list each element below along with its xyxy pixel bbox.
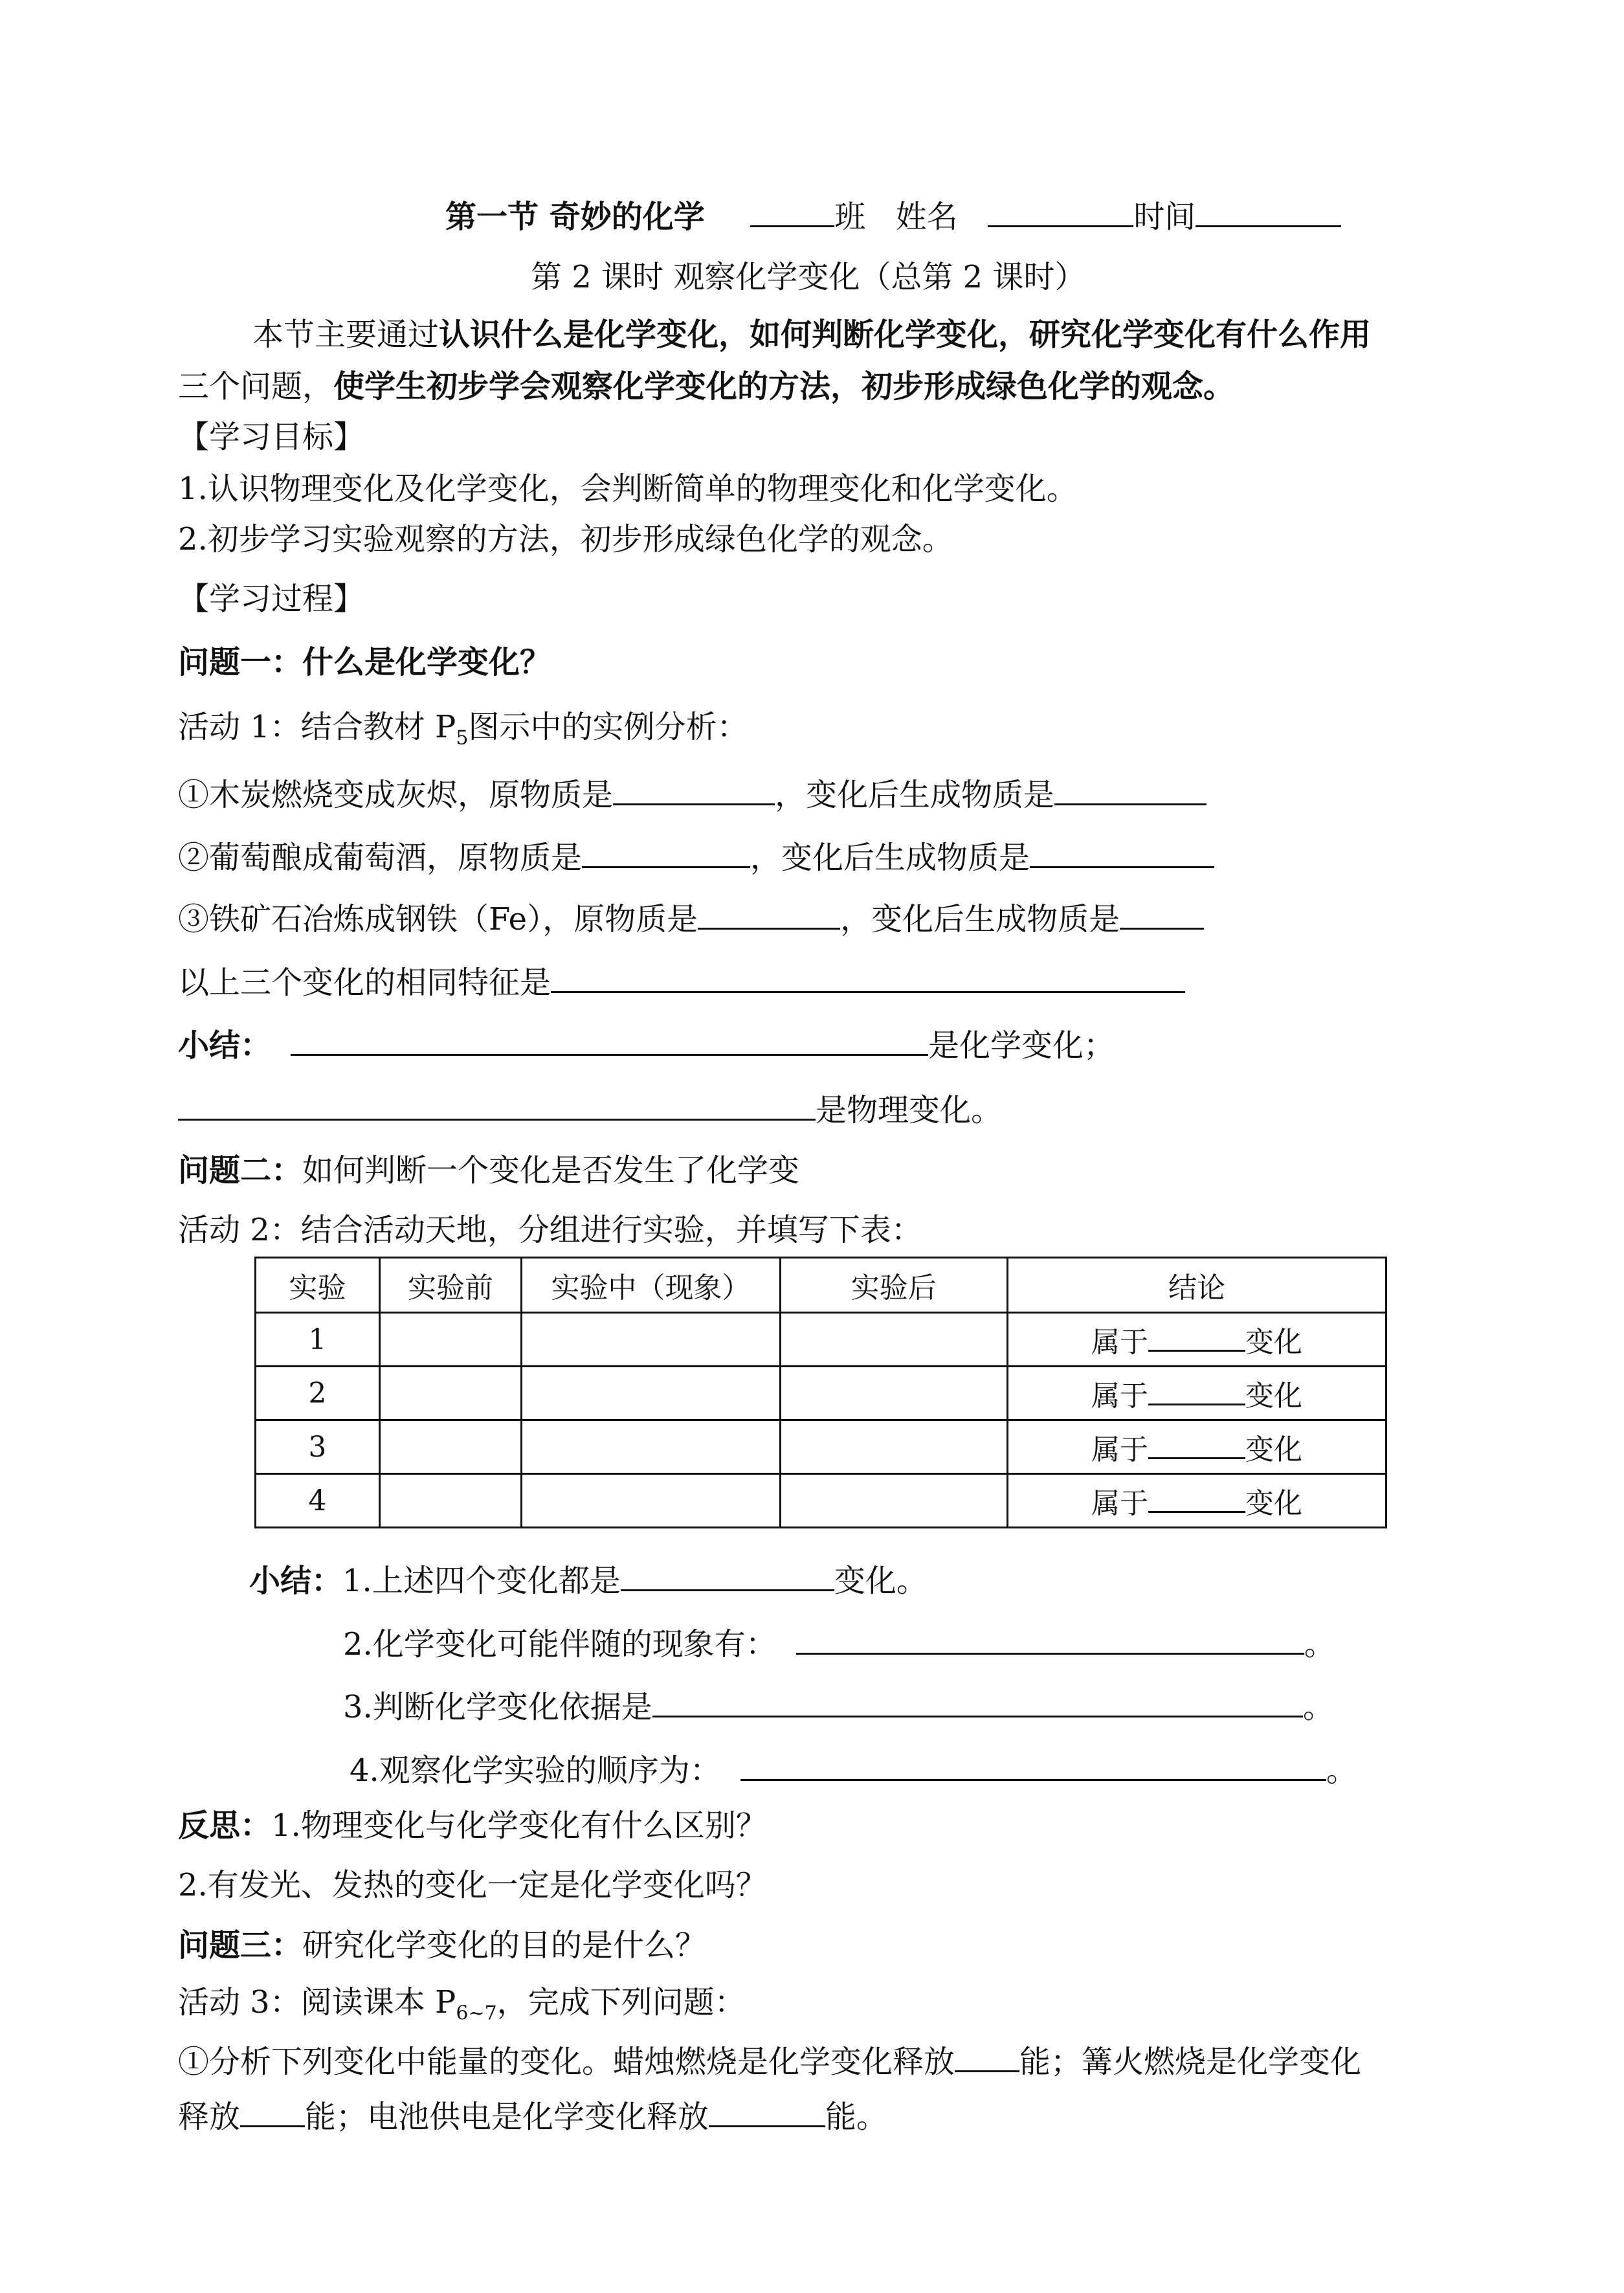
- q1-item-2-blank-1[interactable]: [582, 835, 750, 868]
- cell-after[interactable]: [780, 1420, 1007, 1474]
- lesson-subtitle: 第 2 课时 观察化学变化（总第 2 课时）: [531, 259, 1086, 295]
- cell-conclusion: [1007, 1474, 1386, 1528]
- table-row: [256, 1367, 1386, 1420]
- row-number: 1: [256, 1313, 380, 1367]
- q3-line-1-a: ①分析下列变化中能量的变化。蜡烛燃烧是化学变化释放: [178, 2044, 955, 2080]
- q2-summary-4: [350, 1748, 1357, 1790]
- q1-item-1-blank-2[interactable]: [1054, 772, 1207, 805]
- row-number: 4: [256, 1474, 380, 1528]
- q1-item-1-blank-1[interactable]: [613, 772, 775, 805]
- q2-summary-4-b: 。: [1326, 1752, 1357, 1789]
- col-header-conclusion: 结论: [1007, 1258, 1386, 1313]
- q1-activity-suffix: 图示中的实例分析：: [468, 709, 748, 745]
- intro-prefix: 本节主要通过: [252, 317, 439, 353]
- q3-title: [178, 1926, 706, 1965]
- intro-bold-1: 认识什么是化学变化，如何判断化学变化，研究化学变化有什么作用: [439, 317, 1372, 353]
- table-row: [256, 1474, 1386, 1528]
- q2-summary-3-blank[interactable]: [652, 1684, 1303, 1717]
- q1-summary-chem: [178, 1023, 1115, 1065]
- q2-summary-1-b: 变化。: [834, 1563, 928, 1599]
- cell-before[interactable]: [379, 1474, 522, 1528]
- q2-title-bold: 问题二：: [178, 1152, 303, 1189]
- q1-summary-chem-text: 是化学变化；: [928, 1027, 1115, 1064]
- conclusion-blank[interactable]: [1148, 1431, 1245, 1459]
- intro-bold-2: 使学生初步学会观察化学变化的方法，初步形成绿色化学的观念。: [333, 368, 1235, 405]
- q2-summary-1-blank[interactable]: [621, 1558, 834, 1591]
- cell-conclusion: [1007, 1313, 1386, 1367]
- q2-activity: 活动 2：结合活动天地，分组进行实验，并填写下表：: [178, 1212, 922, 1248]
- class-label: 班: [834, 199, 866, 235]
- col-header-experiment: 实验: [256, 1258, 380, 1313]
- process-heading: 【学习过程】: [178, 581, 365, 617]
- q3-activity: [178, 1983, 746, 2033]
- goal-item-1: 1.认识物理变化及化学变化，会判断简单的物理变化和化学变化。: [178, 471, 1078, 507]
- time-label: 时间: [1133, 199, 1196, 235]
- name-label: 姓名: [895, 199, 958, 235]
- cell-during[interactable]: [522, 1367, 780, 1420]
- q1-item-3-a: ③铁矿石冶炼成钢铁（Fe），原物质是: [178, 901, 698, 937]
- q1-item-1-a: ①木炭燃烧变成灰烬，原物质是: [178, 777, 614, 813]
- time-blank[interactable]: [1196, 194, 1341, 227]
- reflection-line-1: [178, 1806, 767, 1845]
- q1-item-2-b: ，变化后生成物质是: [750, 840, 1030, 876]
- q1-item-1: [178, 772, 1207, 814]
- conclusion-pre: 属于: [1091, 1433, 1148, 1466]
- conclusion-post: 变化: [1245, 1433, 1302, 1466]
- q1-activity-prefix: 活动 1：结合教材 P: [178, 709, 456, 745]
- q1-summary-phys-text: 是物理变化。: [816, 1092, 1003, 1128]
- reflection-q1: 1.物理变化与化学变化有什么区别？: [271, 1807, 767, 1844]
- q1-activity-sub: 5: [456, 726, 469, 750]
- table-row: [256, 1420, 1386, 1474]
- conclusion-blank[interactable]: [1148, 1324, 1245, 1352]
- reflection-label: 反思：: [178, 1807, 272, 1844]
- q3-activity-suffix: ，完成下列问题：: [496, 1984, 746, 2020]
- q3-line-2-b: 能；电池供电是化学变化释放: [305, 2099, 709, 2135]
- q3-activity-prefix: 活动 3：阅读课本 P: [178, 1984, 456, 2020]
- q1-summary-label: 小结：: [178, 1027, 272, 1064]
- q3-title-rest: 研究化学变化的目的是什么？: [302, 1927, 707, 1963]
- conclusion-post: 变化: [1245, 1380, 1302, 1413]
- q2-summary-3: [343, 1684, 1334, 1727]
- conclusion-blank[interactable]: [1148, 1485, 1245, 1513]
- q3-activity-sub: 6~7: [456, 2002, 497, 2025]
- intro-line-1: [252, 315, 1371, 354]
- conclusion-pre: 属于: [1091, 1487, 1148, 1520]
- cell-during[interactable]: [522, 1474, 780, 1528]
- section-title: 第一节 奇妙的化学: [445, 199, 705, 235]
- name-blank[interactable]: [988, 194, 1133, 227]
- cell-after[interactable]: [780, 1367, 1007, 1420]
- col-header-after: 实验后: [780, 1258, 1007, 1313]
- table-header-row: [256, 1258, 1386, 1313]
- cell-conclusion: [1007, 1367, 1386, 1420]
- q1-summary-chem-blank[interactable]: [291, 1023, 928, 1056]
- conclusion-post: 变化: [1245, 1487, 1302, 1520]
- cell-during[interactable]: [522, 1420, 780, 1474]
- q1-activity: [178, 708, 748, 758]
- row-number: 3: [256, 1420, 380, 1474]
- q2-summary-2-b: 。: [1304, 1626, 1335, 1662]
- cell-after[interactable]: [780, 1313, 1007, 1367]
- conclusion-pre: 属于: [1091, 1380, 1148, 1413]
- q2-summary-3-a: 3.判断化学变化依据是: [343, 1689, 652, 1725]
- q2-title-rest: 如何判断一个变化是否发生了化学变: [302, 1152, 800, 1189]
- q1-title: 问题一：什么是化学变化？: [178, 644, 551, 680]
- q3-line-2-c: 能。: [825, 2099, 888, 2135]
- q2-title: [178, 1151, 799, 1190]
- q2-summary-2-blank[interactable]: [796, 1622, 1304, 1655]
- conclusion-post: 变化: [1245, 1326, 1302, 1359]
- cell-before[interactable]: [379, 1313, 522, 1367]
- cell-before[interactable]: [379, 1420, 522, 1474]
- q1-item-1-b: ，变化后生成物质是: [775, 777, 1055, 813]
- q3-blank-candle[interactable]: [955, 2039, 1019, 2072]
- q2-summary-2: [343, 1622, 1335, 1664]
- conclusion-blank[interactable]: [1148, 1378, 1245, 1405]
- q1-item-2: [178, 835, 1214, 877]
- col-header-during: 实验中（现象）: [522, 1258, 780, 1313]
- q2-summary-label: 小结：: [249, 1563, 343, 1599]
- q3-line-1: [178, 2039, 1361, 2081]
- q3-blank-bonfire[interactable]: [240, 2094, 305, 2127]
- q1-common-label: 以上三个变化的相同特征是: [178, 965, 551, 1001]
- title-line: [445, 194, 1341, 236]
- q1-item-3-blank-2[interactable]: [1120, 897, 1204, 930]
- experiment-table: [254, 1257, 1387, 1528]
- cell-before[interactable]: [379, 1367, 522, 1420]
- q1-item-2-blank-2[interactable]: [1030, 835, 1214, 868]
- intro-mid: 三个问题，: [178, 368, 334, 405]
- q1-summary-phys-blank[interactable]: [178, 1088, 816, 1121]
- q3-line-1-b: 能；篝火燃烧是化学变化: [1019, 2044, 1362, 2080]
- q1-item-2-a: ②葡萄酿成葡萄酒，原物质是: [178, 840, 583, 876]
- cell-after[interactable]: [780, 1474, 1007, 1528]
- row-number: 2: [256, 1367, 380, 1420]
- table-row: [256, 1313, 1386, 1367]
- q3-line-2-a: 释放: [178, 2099, 241, 2135]
- goals-heading: 【学习目标】: [178, 419, 365, 455]
- q3-title-bold: 问题三：: [178, 1927, 303, 1963]
- q2-summary-4-a: 4.观察化学实验的顺序为：: [350, 1752, 721, 1789]
- cell-during[interactable]: [522, 1313, 780, 1367]
- col-header-before: 实验前: [379, 1258, 522, 1313]
- q2-summary-4-blank[interactable]: [740, 1748, 1326, 1781]
- q1-item-3-blank-1[interactable]: [698, 897, 840, 930]
- intro-line-2: [178, 367, 1234, 406]
- q2-summary-1: [249, 1558, 928, 1600]
- q1-common: [178, 960, 1185, 1002]
- class-blank[interactable]: [750, 194, 834, 227]
- cell-conclusion: [1007, 1420, 1386, 1474]
- q2-summary-2-a: 2.化学变化可能伴随的现象有：: [343, 1626, 777, 1662]
- q1-common-blank[interactable]: [551, 960, 1185, 993]
- q1-item-3: [178, 897, 1204, 939]
- q1-item-3-b: ，变化后生成物质是: [840, 901, 1120, 937]
- q3-line-2: [178, 2094, 887, 2136]
- q3-blank-battery[interactable]: [709, 2094, 825, 2127]
- reflection-q2: 2.有发光、发热的变化一定是化学变化吗？: [178, 1867, 767, 1903]
- goal-item-2: 2.初步学习实验观察的方法，初步形成绿色化学的观念。: [178, 521, 953, 557]
- q2-summary-1-a: 1.上述四个变化都是: [342, 1563, 621, 1599]
- conclusion-pre: 属于: [1091, 1326, 1148, 1359]
- q1-summary-phys: [178, 1088, 1002, 1130]
- q2-summary-3-b: 。: [1302, 1689, 1334, 1725]
